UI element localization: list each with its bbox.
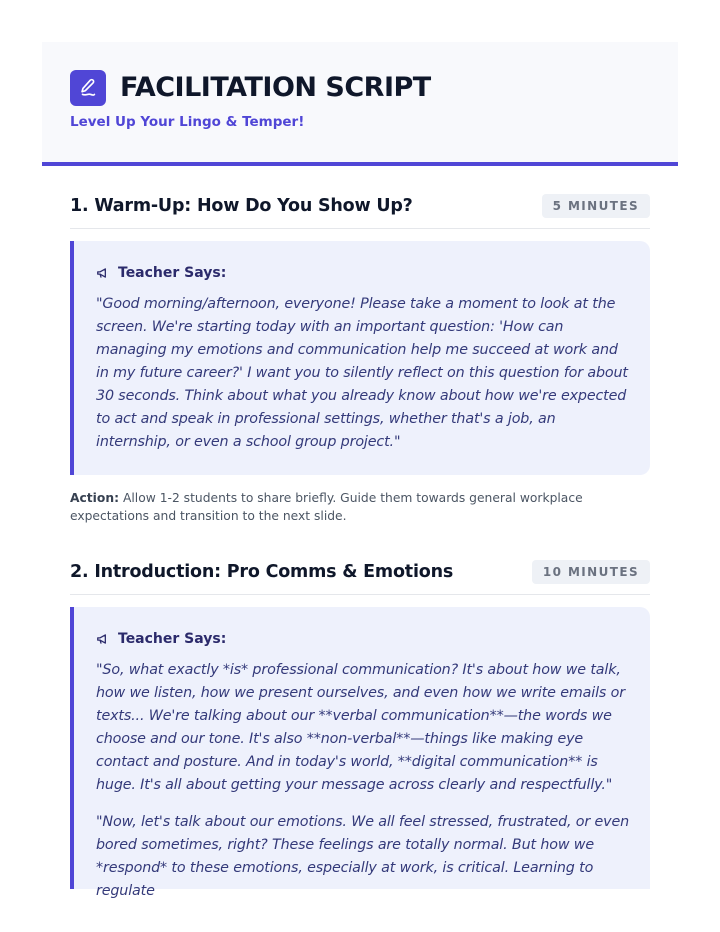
teacher-says-label: Teacher Says: [118,631,227,647]
megaphone-icon [96,632,110,646]
section-title: 2. Introduction: Pro Comms & Emotions [70,562,454,582]
page-subtitle: Level Up Your Lingo & Temper! [70,114,305,130]
teacher-script-box [70,241,650,475]
duration-badge: 5 MINUTES [542,194,650,218]
teacher-quote: "Now, let's talk about our emotions. We all feel stressed, frustrated, or even bored sometimes, right? These feelings are totally normal. But how we *respond* to these emotions, especially at work, is critical. Learning to regulate [96,814,630,899]
section-title: 1. Warm-Up: How Do You Show Up? [70,196,413,216]
megaphone-icon [96,266,110,280]
pen-icon [70,70,106,106]
duration-badge: 10 MINUTES [532,560,650,584]
teacher-script-box [70,607,650,899]
teacher-says-heading [96,263,630,283]
action-label: Action: [70,491,120,505]
teacher-says-label: Teacher Says: [118,265,227,281]
section-header-introduction [70,560,650,595]
teacher-quote: "So, what exactly *is* professional communication? It's about how we talk, how we listen, how we present ourselves, and even how we write emails or texts... We're talking about our **verbal communication**—the words we choose and our tone. It's also **non-verbal**—things like making eye contact and posture. And in today's world, **digital communication** is huge. It's all about getting your message across clearly and respectfully." [96,662,625,793]
script-header [42,42,678,166]
teacher-quote: "Good morning/afternoon, everyone! Please take a moment to look at the screen. We're starting today with an important question: 'How can managing my emotions and communication help me succeed at work and in my future career?' I want you to silently reflect on this question for about 30 seconds. Think about what you already know about how we're expected to act and speak in professional settings, whether that's a job, an internship, or even a school group project." [96,296,628,450]
page-title: FACILITATION SCRIPT [120,72,431,103]
action-text: Allow 1-2 students to share briefly. Guide them towards general workplace expectations and transition to the next slide. [70,491,583,523]
action-note [70,489,650,525]
teacher-says-heading [96,629,630,649]
section-header-warm-up [70,194,650,229]
